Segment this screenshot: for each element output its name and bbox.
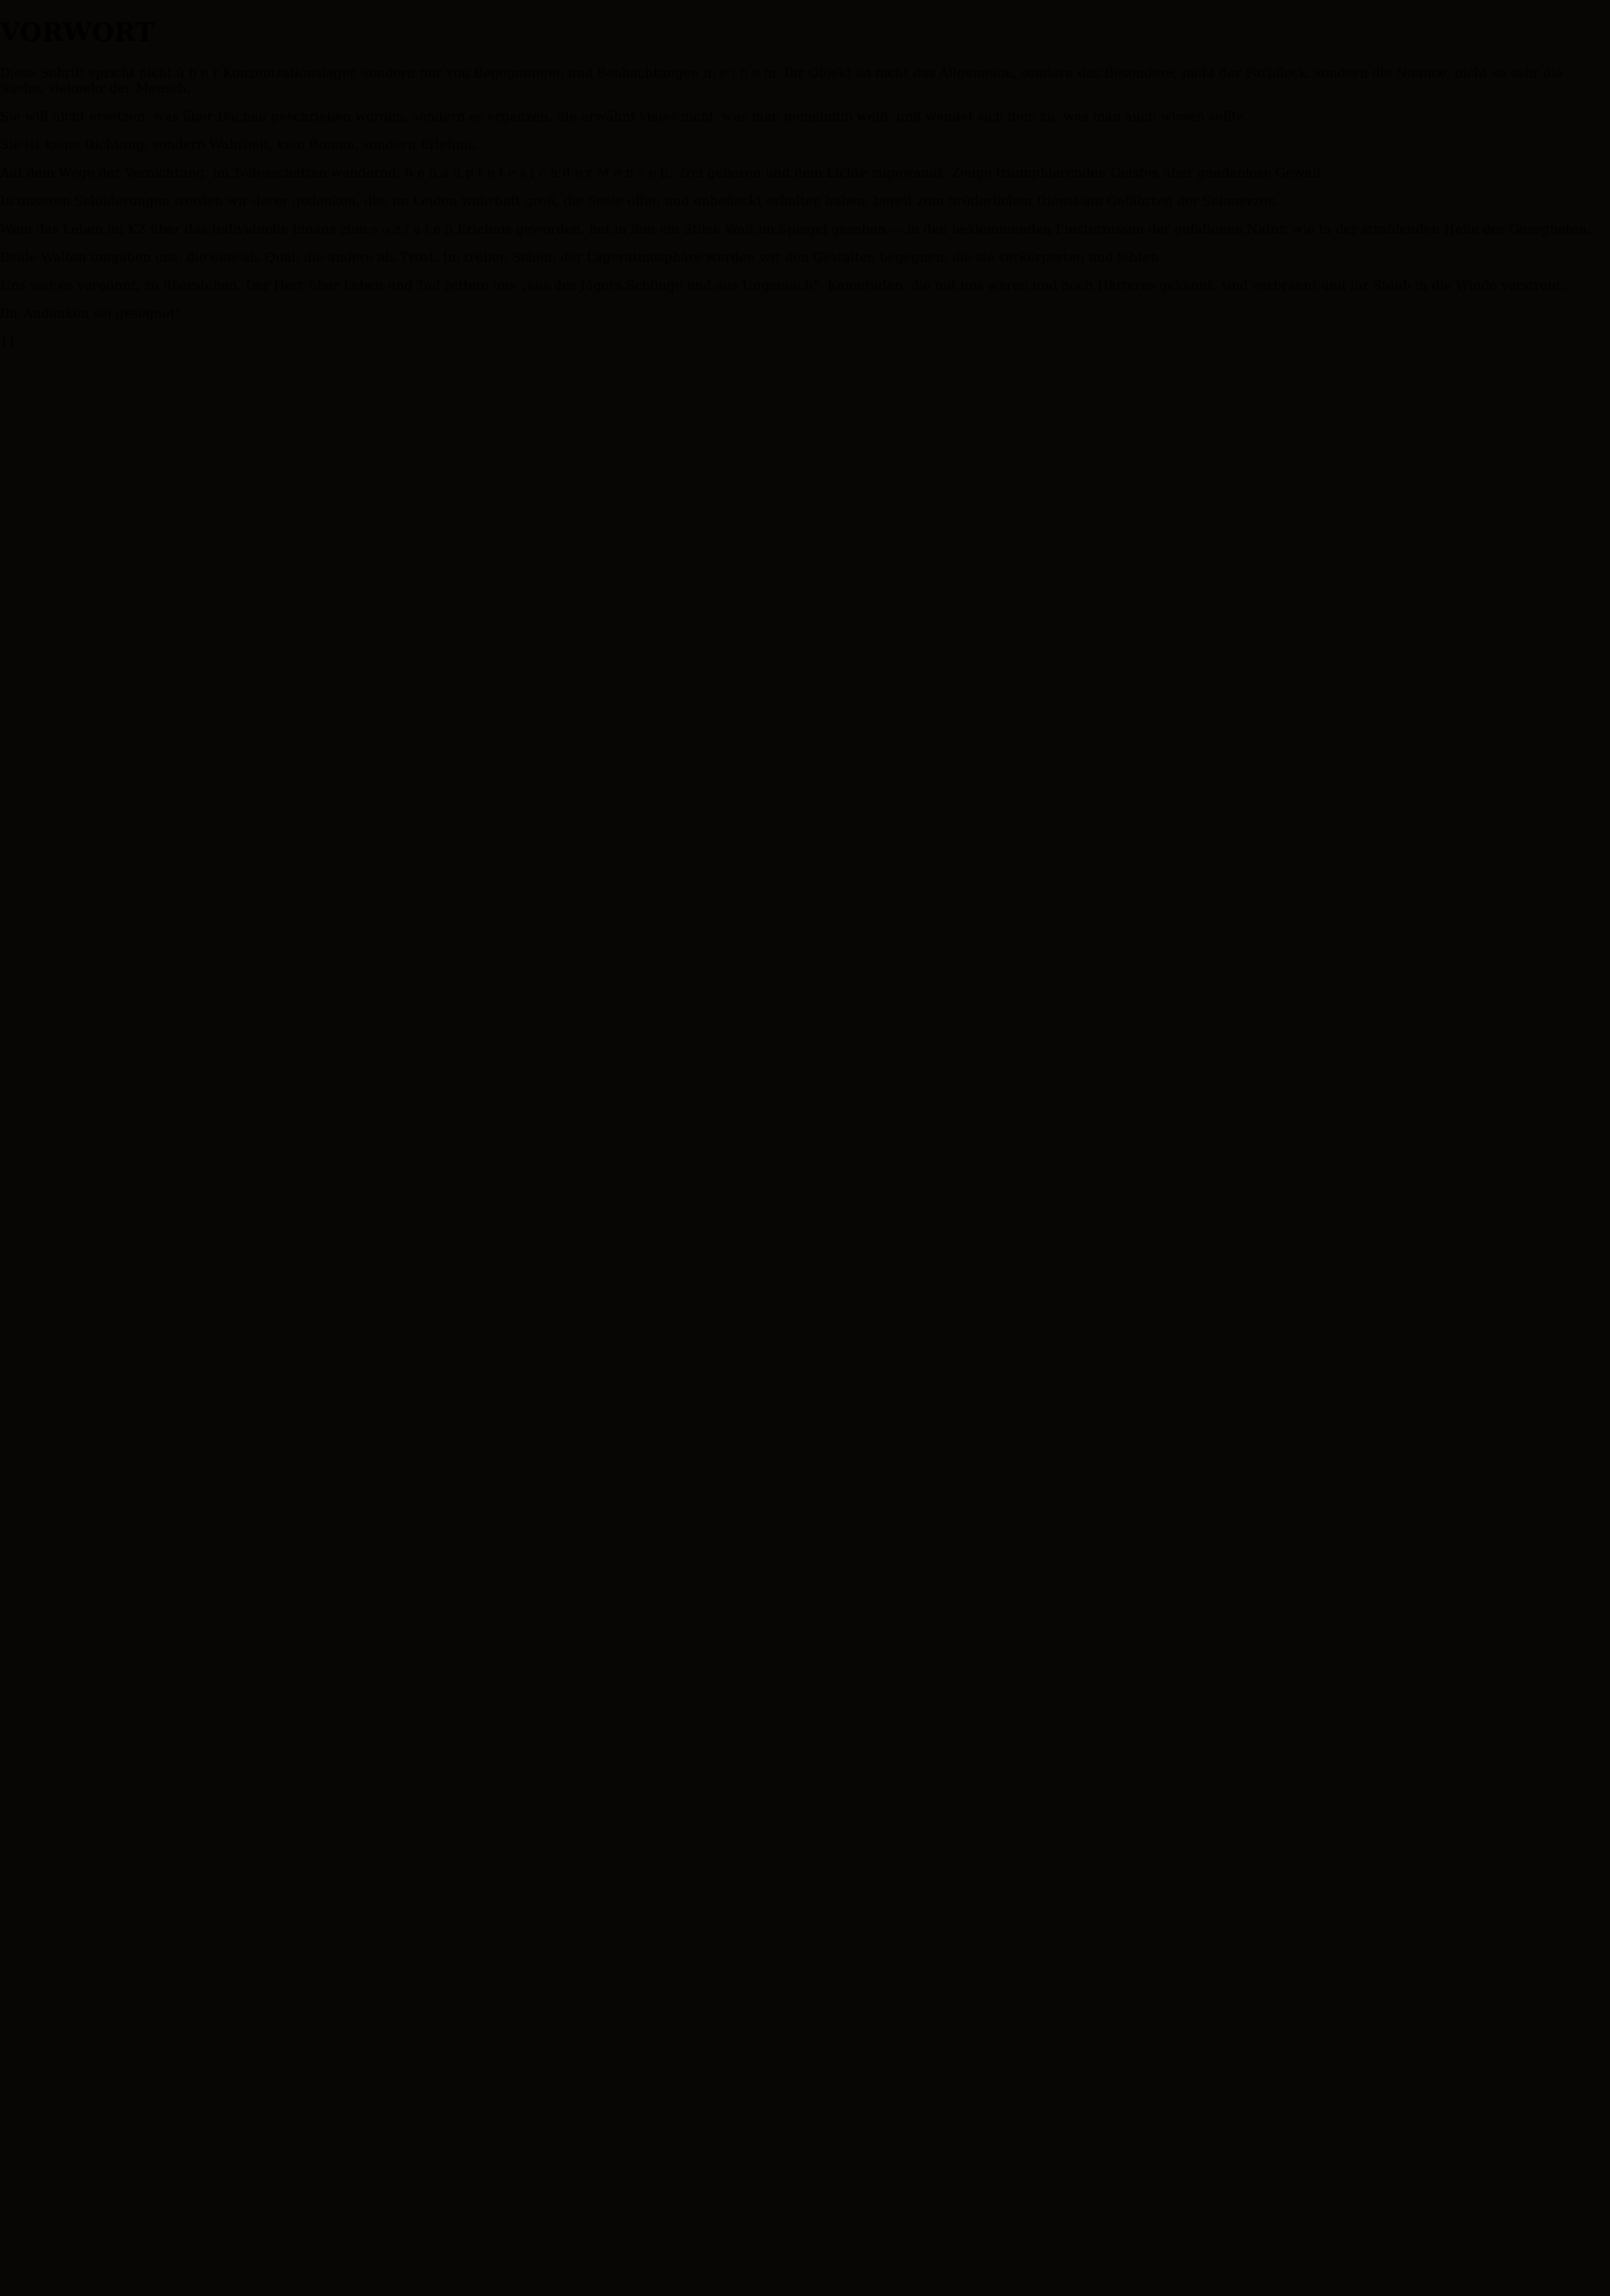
paragraph: Uns war es vergönnt, zu überstehen. Der Herr über Leben und Tod rettete uns „aus des Jägers Schlinge und aus Ungemach“. Kameraden, die mit uns waren und noch Härteres gekannt, sind verbrannt und ihr Staub in die Winde verstreut. — [0, 277, 1566, 293]
page-title: VORWORT — [0, 17, 155, 48]
paragraph: Sie ist keine Dichtung, sondern Wahrheit, kein Roman, sondern Erlebnis. — [0, 136, 479, 152]
book-page — [0, 17, 1610, 348]
paragraph: Beide Welten umgaben uns: die eine als Qual, die andere als Trost. Im trüben Schein der Lageratmosphäre werden wir den Gestalten begegnen, die sie verkörperten und lebten. — [0, 249, 1163, 265]
paragraph: Diese Schrift spricht nicht ü b e r Konzentrationslager, sondern nur von Begegnungen und Beobachtungen in e i n e m. Ihr Objekt ist nicht das Allgemeine, sondern das Besondere, nicht der Farbfleck, sondern die Nuance, nicht so sehr die Sache, vielmehr der Mensch. — [0, 64, 1563, 96]
paragraph: Ihr Andenken sei gesegnet! — [0, 305, 180, 321]
book-cover-left-edge — [18, 42, 48, 2253]
paragraph: In unseren Schilderungen werden wir derer gedenken, die, im Leiden wahrhaft groß, die Seele offen und unbefleckt erhalten haben, bereit zum brüderlichen Dienst am Gefährten der Schmerzen. — [0, 192, 1281, 208]
page-content — [0, 17, 1610, 348]
page-number: 11 — [0, 333, 17, 349]
paragraph: Sie will nicht ersetzen, was über Dachau geschrieben worden, sondern es ergänzen. Sie erwähnt vieles nicht, was man gemeinhin weiß, und wendet sich dem zu, was man auch wissen sollte. — [0, 108, 1249, 124]
paragraph: Auf dem Wege der Vernichtung, im Todesschatten wandernd, b e h a u p t e t e s i c h d e r M e n s c h , frei geboren und dem Lichte zugewandt, Zeuge triumphierenden Geistes über gnadenlose Gewalt. — [0, 164, 1326, 180]
paragraph: Wem das Leben im KZ über das Individuelle hinaus zum s o z i a l e n Erlebnis geworden, hat in ihm ein Stück Welt im Spiegel gesehen — in den beklemmenden Finsternissen der gefallenen Natur, wie in der strahlenden Helle des Gesegneten. — [0, 221, 1591, 237]
